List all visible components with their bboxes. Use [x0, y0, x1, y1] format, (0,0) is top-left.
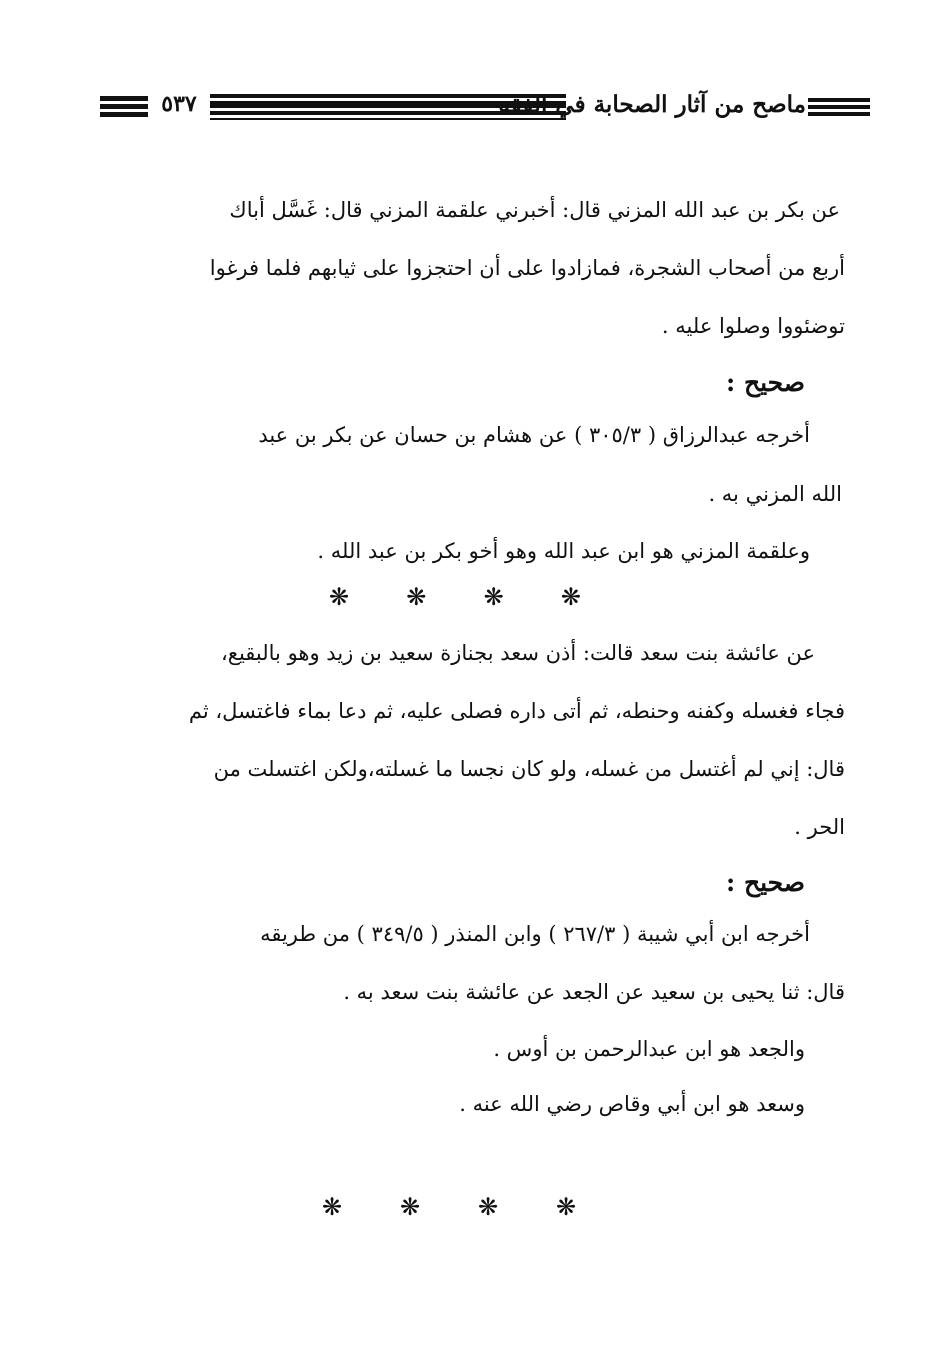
star-ornament: ❋: [321, 1193, 343, 1221]
header-rule-left: [100, 96, 148, 117]
takhrij-2-line-2: قال: ثنا يحيى بن سعيد عن الجعد عن عائشة بنت سعد به .: [343, 980, 845, 1004]
section-divider-2: [318, 1193, 580, 1221]
book-title: ماصح من آثار الصحابة في الفقه: [498, 91, 806, 118]
star-ornament: ❋: [560, 583, 582, 611]
section-divider-1: [325, 583, 585, 611]
takhrij-2-line-1: أخرجه ابن أبي شيبة ( ٢٦٧/٣ ) وابن المنذر ( ٣٤٩/٥ ) من طريقه: [260, 922, 810, 946]
narration-1-line-2: أربع من أصحاب الشجرة، فمازادوا على أن احتجزوا على ثيابهم فلما فرغوا: [209, 256, 845, 280]
narration-2-line-1: عن عائشة بنت سعد قالت: أذن سعد بجنازة سعيد بن زيد وهو بالبقيع،: [221, 641, 815, 665]
grade-heading-1: صحيح :: [726, 368, 805, 397]
star-ornament: ❋: [328, 583, 350, 611]
note-2-line-2: وسعد هو ابن أبي وقاص رضي الله عنه .: [459, 1092, 805, 1116]
narration-1-line-1: عن بكر بن عبد الله المزني قال: أخبرني علقمة المزني قال: غَسَّل أباك: [229, 198, 840, 222]
note-2-line-1: والجعد هو ابن عبدالرحمن بن أوس .: [493, 1037, 805, 1061]
star-ornament: ❋: [555, 1193, 577, 1221]
star-ornament: ❋: [399, 1193, 421, 1221]
page-number: ٥٣٧: [161, 91, 197, 117]
star-ornament: ❋: [477, 1193, 499, 1221]
narration-2-line-4: الحر .: [794, 815, 845, 839]
grade-heading-2: صحيح :: [726, 868, 805, 897]
takhrij-1-line-1: أخرجه عبدالرزاق ( ٣٠٥/٣ ) عن هشام بن حسان عن بكر بن عبد: [258, 423, 810, 447]
star-ornament: ❋: [406, 583, 427, 611]
running-header: [100, 88, 870, 128]
star-ornament: ❋: [483, 583, 504, 611]
header-rule-right: [808, 98, 870, 116]
takhrij-1-line-2: الله المزني به .: [708, 482, 842, 506]
narration-2-line-3: قال: إني لم أغتسل من غسله، ولو كان نجسا ما غسلته،ولكن اغتسلت من: [213, 757, 845, 781]
narration-1-line-3: توضئووا وصلوا عليه .: [661, 314, 845, 338]
narration-2-line-2: فجاء فغسله وكفنه وحنطه، ثم أتى داره فصلى عليه، ثم دعا بماء فاغتسل، ثم: [188, 699, 845, 723]
note-1-line-1: وعلقمة المزني هو ابن عبد الله وهو أخو بكر بن عبد الله .: [317, 539, 810, 563]
